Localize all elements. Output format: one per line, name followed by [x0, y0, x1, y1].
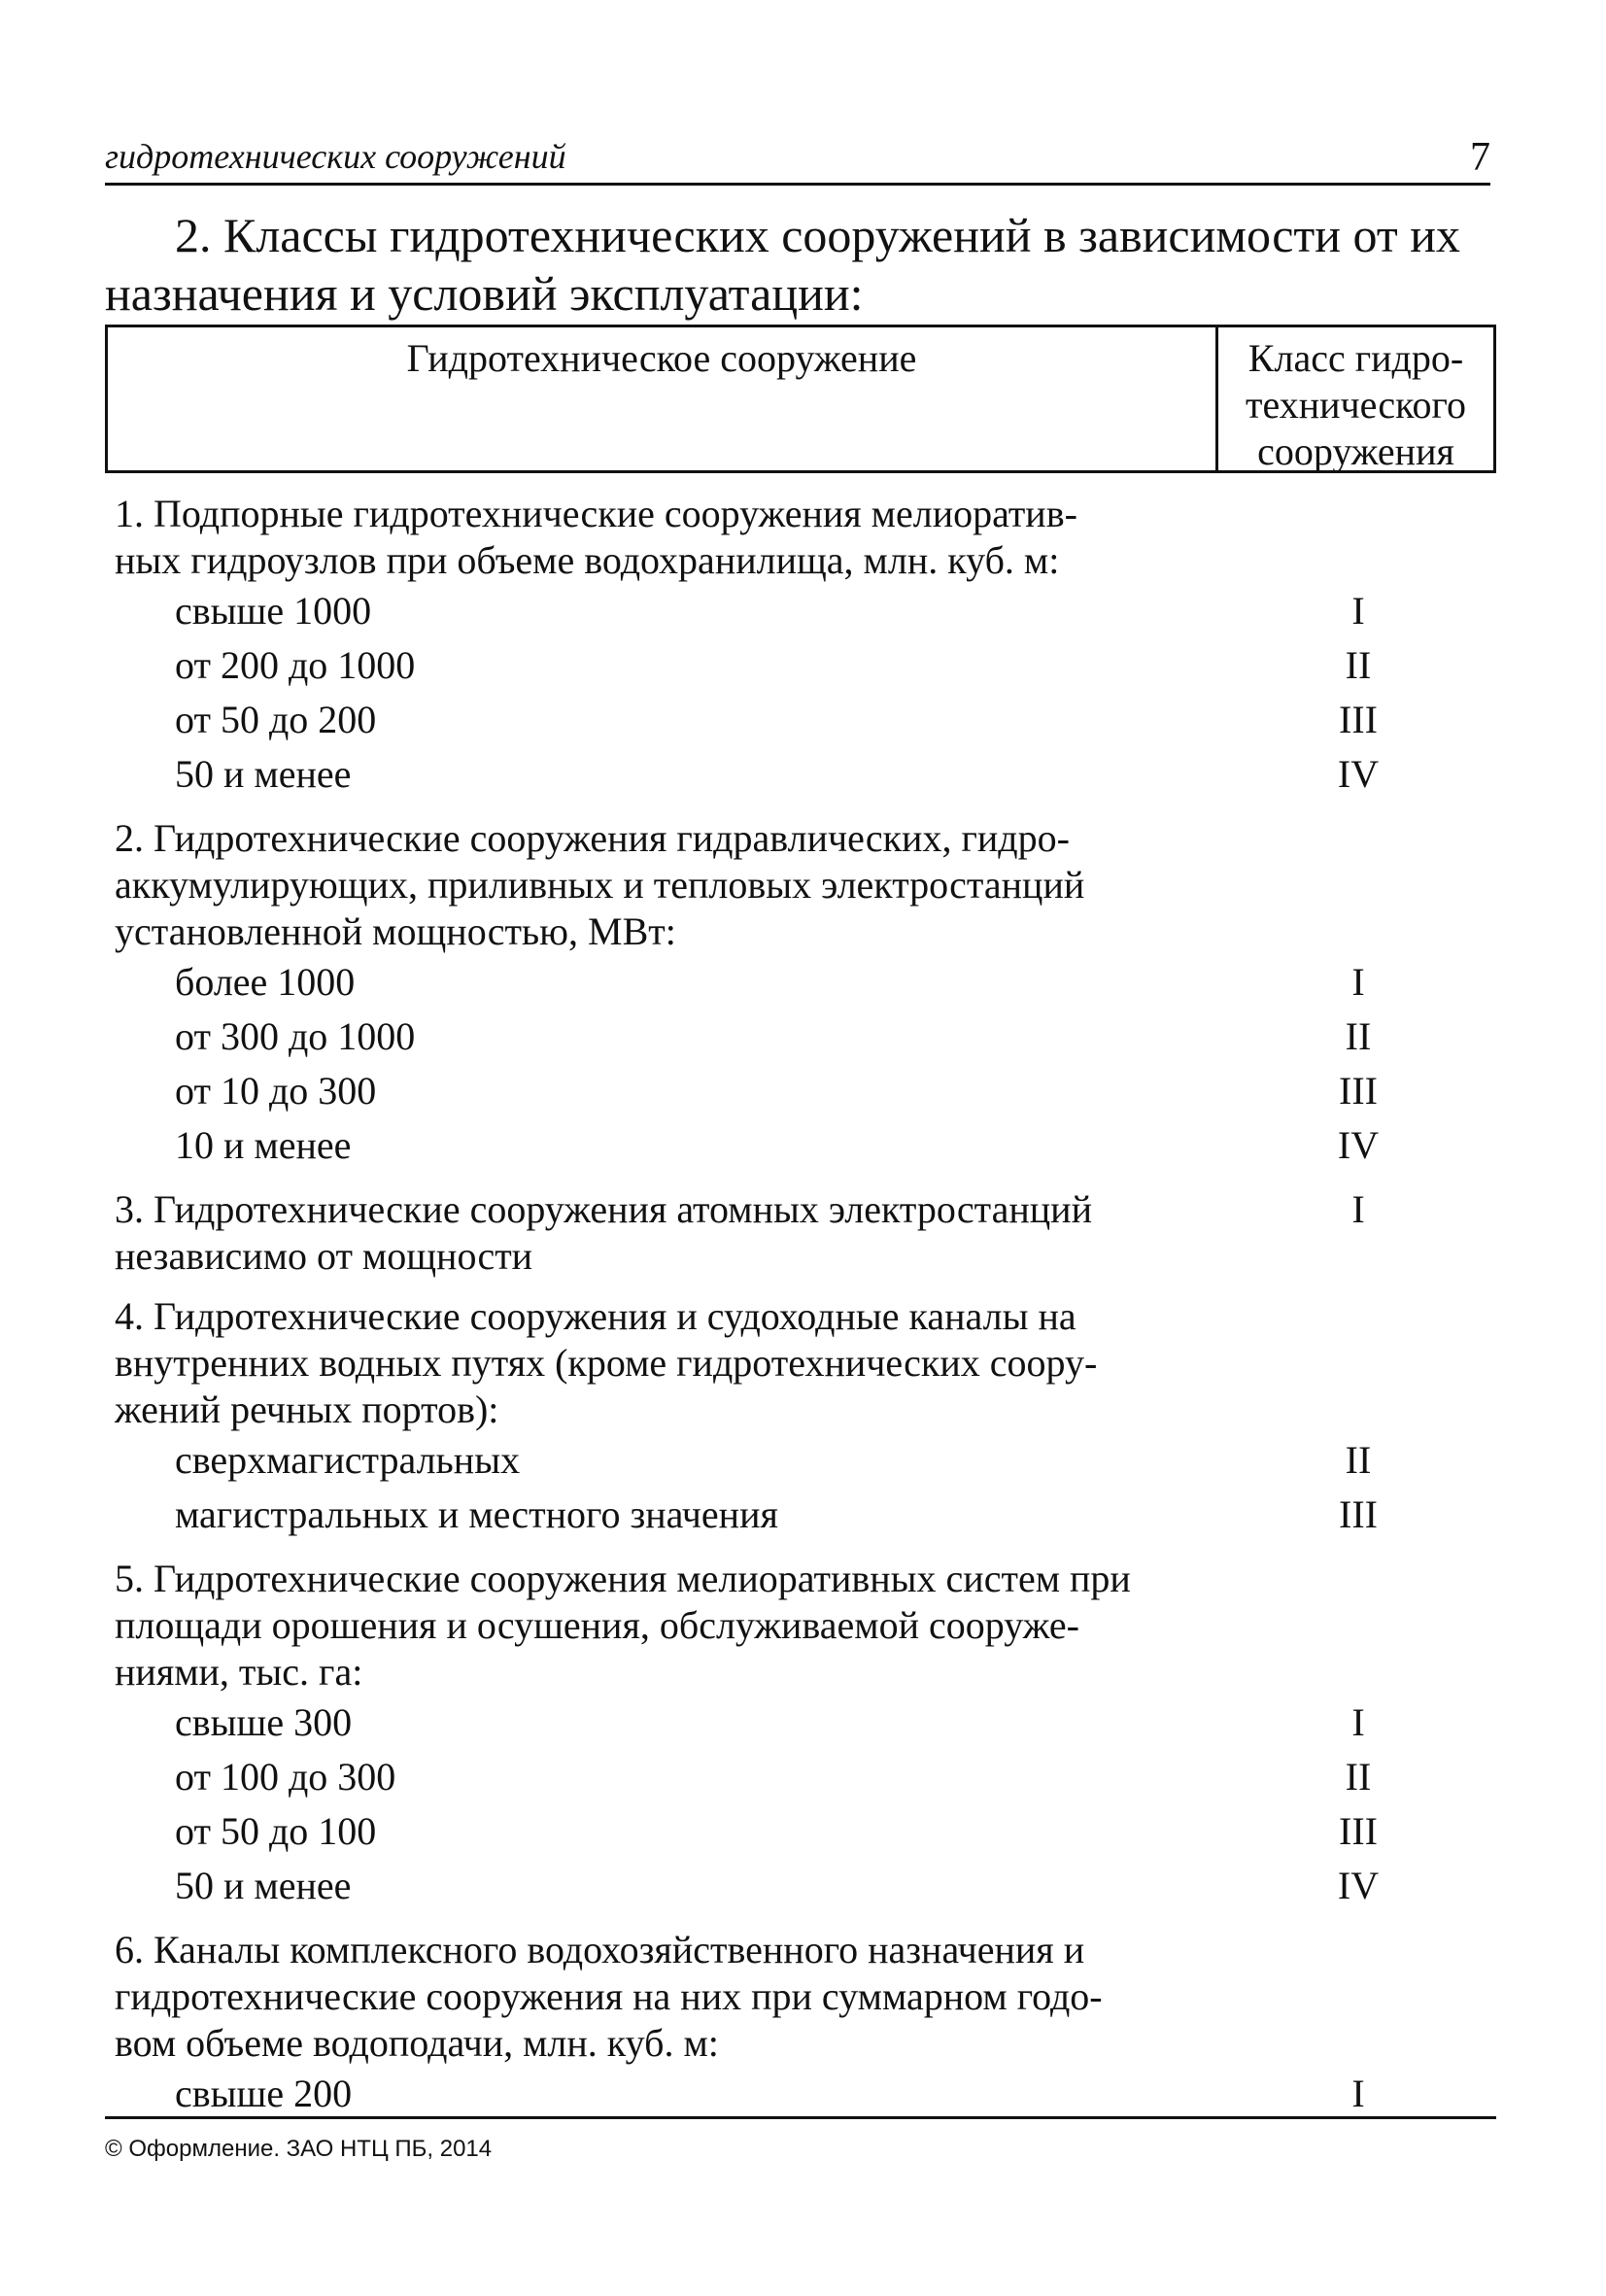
table-subitem-class: IV: [1337, 1864, 1380, 1907]
table-subitem-class: I: [1351, 589, 1365, 633]
table-subitem-class: I: [1351, 960, 1365, 1004]
table-subitem-label: от 10 до 300: [175, 1069, 377, 1113]
table-subitem-class: IV: [1337, 752, 1380, 796]
column-header-class-line: сооружения: [1257, 429, 1454, 473]
header-title: гидротехнических сооружений: [105, 137, 566, 176]
table-subitem-label: от 100 до 300: [175, 1755, 396, 1799]
table-item-text: 5. Гидротехнические сооружения мелиоративных систем при площади орошения и осушения, обслуживаемой сооруже- ниями, тыс. га:: [115, 1557, 1131, 1694]
table-subitem-label: сверхмагистральных: [175, 1438, 521, 1482]
table-subitem-label: свыше 300: [175, 1700, 353, 1744]
table-subitem-class: I: [1351, 1700, 1365, 1744]
table-item-text: 3. Гидротехнические сооружения атомных электростанций независимо от мощности: [115, 1187, 1092, 1278]
column-header-class: [1218, 327, 1493, 478]
table-subitem-label: магистральных и местного значения: [175, 1492, 778, 1536]
table-subitem-label: от 300 до 1000: [175, 1014, 416, 1058]
table-subitem-class: III: [1339, 1069, 1378, 1113]
footer-divider: [105, 2116, 1496, 2119]
section-heading: [105, 206, 1504, 323]
table-subitem-class: I: [1351, 2072, 1365, 2115]
table-subitem-label: от 200 до 1000: [175, 643, 416, 687]
table-subitem-label: 50 и менее: [175, 752, 352, 796]
table-subitem-label: 50 и менее: [175, 1864, 352, 1907]
heading-line-2: назначения и условий эксплуатации:: [105, 266, 864, 321]
table-item-text: 6. Каналы комплексного водохозяйственного назначения и гидротехнические сооружения на них при суммарном годо- вом объеме водоподачи, млн. куб. м:: [115, 1928, 1103, 2065]
table-subitem-class: II: [1345, 643, 1372, 687]
table-subitem-label: более 1000: [175, 960, 356, 1004]
table-subitem-class: II: [1345, 1014, 1372, 1058]
footer-copyright: © Оформление. ЗАО НТЦ ПБ, 2014: [105, 2136, 493, 2162]
heading-line-1: 2. Классы гидротехнических сооружений в зависимости от их: [175, 208, 1460, 262]
table-subitem-label: от 50 до 100: [175, 1809, 377, 1853]
column-header-class-line: технического: [1246, 383, 1466, 427]
page-number: 7: [1470, 135, 1490, 180]
running-header: [105, 134, 1490, 186]
table-item-text: 1. Подпорные гидротехнические сооружения мелиоратив- ных гидроузлов при объеме водохранилища, млн. куб. м:: [115, 492, 1077, 582]
table-subitem-class: III: [1339, 698, 1378, 741]
table-item-text: 2. Гидротехнические сооружения гидравлических, гидро- аккумулирующих, приливных и тепловых электростанций установленной мощностью, МВт:: [115, 816, 1085, 953]
table-subitem-class: II: [1345, 1438, 1372, 1482]
table-subitem-label: свыше 1000: [175, 589, 372, 633]
table-subitem-label: от 50 до 200: [175, 698, 377, 741]
table-header: [105, 325, 1496, 473]
table-subitem-class: II: [1345, 1755, 1372, 1799]
table-subitem-class: III: [1339, 1492, 1378, 1536]
table-item-text: 4. Гидротехнические сооружения и судоходные каналы на внутренних водных путях (кроме гидротехнических соору- жений речных портов):: [115, 1294, 1098, 1431]
table-subitem-class: IV: [1337, 1123, 1380, 1167]
table-subitem-class: III: [1339, 1809, 1378, 1853]
column-header-class-line: Класс гидро-: [1247, 336, 1464, 380]
column-header-structure: Гидротехническое сооружение: [108, 327, 1218, 470]
table-item-class: I: [1351, 1187, 1365, 1231]
table-subitem-label: свыше 200: [175, 2072, 353, 2115]
table-subitem-label: 10 и менее: [175, 1123, 352, 1167]
